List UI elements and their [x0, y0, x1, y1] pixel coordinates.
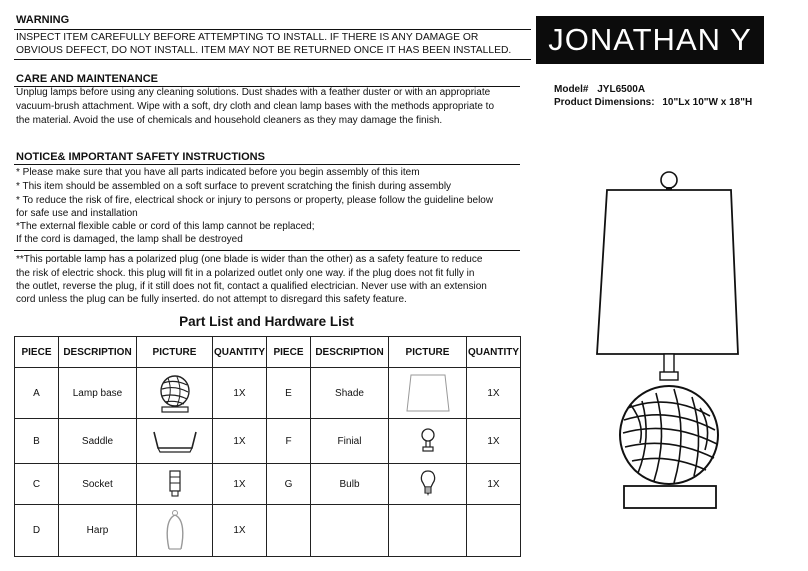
- notice-line-6: If the cord is damaged, the lamp shall be destroyed: [16, 234, 243, 245]
- description-cell: [311, 505, 389, 557]
- lamp-illustration: [570, 168, 766, 518]
- care-line-3: the material. Avoid the use of chemicals and household cleaners as they may damage the finish.: [16, 115, 443, 126]
- plug-line-1: **This portable lamp has a polarized plug (one blade is wider than the other) as a safety feature to reduce: [16, 254, 483, 265]
- model-row: [554, 84, 645, 95]
- picture-cell: [137, 419, 213, 464]
- notice-divider: [14, 250, 520, 251]
- quantity-cell: 1X: [467, 368, 521, 419]
- model-label: Model#: [554, 84, 589, 95]
- finial-icon: [418, 427, 438, 455]
- picture-cell: [137, 505, 213, 557]
- quantity-cell: 1X: [467, 464, 521, 505]
- parts-table: [14, 336, 521, 557]
- table-row: [15, 368, 521, 419]
- piece-cell: A: [15, 368, 59, 419]
- picture-cell: [389, 368, 467, 419]
- description-cell: Lamp base: [59, 368, 137, 419]
- table-row: [15, 464, 521, 505]
- notice-line-3: * To reduce the risk of fire, electrical shock or injury to persons or property, please follow the guideline below: [16, 195, 494, 206]
- quantity-cell: 1X: [213, 464, 267, 505]
- description-cell: Socket: [59, 464, 137, 505]
- header-piece: PIECE: [15, 337, 59, 368]
- description-cell: Saddle: [59, 419, 137, 464]
- description-cell: Shade: [311, 368, 389, 419]
- brand-logo: JONATHAN Y: [536, 16, 764, 64]
- saddle-icon: [150, 426, 200, 456]
- bulb-icon: [418, 469, 438, 499]
- socket-icon: [165, 469, 185, 499]
- picture-cell: [137, 464, 213, 505]
- harp-icon: [160, 509, 190, 553]
- picture-cell: [389, 419, 467, 464]
- notice-heading: NOTICE& IMPORTANT SAFETY INSTRUCTIONS: [16, 151, 265, 163]
- description-cell: Bulb: [311, 464, 389, 505]
- table-row: [15, 505, 521, 557]
- plug-line-3: the outlet, reverse the plug, if it still does not fit, contact a qualified electrician. Never use with an extension: [16, 281, 487, 292]
- dimensions-value: 10"Lx 10"W x 18"H: [662, 97, 753, 108]
- quantity-cell: 1X: [213, 419, 267, 464]
- header-piece-2: PIECE: [267, 337, 311, 368]
- table-header-row: [15, 337, 521, 368]
- quantity-cell: [467, 505, 521, 557]
- quantity-cell: 1X: [213, 505, 267, 557]
- warning-line-1: INSPECT ITEM CAREFULLY BEFORE ATTEMPTING TO INSTALL. IF THERE IS ANY DAMAGE OR: [16, 32, 479, 43]
- parts-title: Part List and Hardware List: [179, 314, 354, 329]
- warning-heading: WARNING: [16, 14, 70, 26]
- model-number: JYL6500A: [597, 84, 646, 95]
- table-row: [15, 419, 521, 464]
- notice-line-4: for safe use and installation: [16, 208, 138, 219]
- header-quantity-2: QUANTITY: [467, 337, 521, 368]
- piece-cell: F: [267, 419, 311, 464]
- care-line-1: Unplug lamps before using any cleaning solutions. Dust shades with a feather duster or with an appropriate: [16, 87, 491, 98]
- warning-bottom-rule: [14, 59, 531, 60]
- quantity-cell: 1X: [467, 419, 521, 464]
- care-line-2: vacuum-brush attachment. Wipe with a soft, dry cloth and clean lamp bases with the methods appropriate to: [16, 101, 495, 112]
- picture-cell: [389, 464, 467, 505]
- description-cell: Harp: [59, 505, 137, 557]
- notice-line-2: * This item should be assembled on a soft surface to prevent scratching the finish during assembly: [16, 181, 452, 192]
- notice-line-5: *The external flexible cable or cord of this lamp cannot be replaced;: [16, 221, 315, 232]
- piece-cell: [267, 505, 311, 557]
- piece-cell: G: [267, 464, 311, 505]
- piece-cell: D: [15, 505, 59, 557]
- header-picture-2: PICTURE: [389, 337, 467, 368]
- header-quantity: QUANTITY: [213, 337, 267, 368]
- warning-line-2: OBVIOUS DEFECT, DO NOT INSTALL. ITEM MAY NOT BE RETURNED ONCE IT HAS BEEN INSTALLED.: [16, 45, 512, 56]
- picture-cell: [137, 368, 213, 419]
- header-picture: PICTURE: [137, 337, 213, 368]
- dimensions-row: [554, 97, 752, 108]
- quantity-cell: 1X: [213, 368, 267, 419]
- shade-icon: [403, 371, 453, 415]
- piece-cell: E: [267, 368, 311, 419]
- lamp-base-icon: [153, 371, 197, 415]
- notice-line-1: * Please make sure that you have all parts indicated before you begin assembly of this item: [16, 167, 420, 178]
- plug-line-4: cord unless the plug can be fully inserted. do not attempt to disregard this safety feature.: [16, 294, 407, 305]
- care-heading: CARE AND MAINTENANCE: [16, 73, 158, 85]
- piece-cell: B: [15, 419, 59, 464]
- header-description-2: DESCRIPTION: [311, 337, 389, 368]
- plug-line-2: the risk of electric shock. this plug will fit in a polarized outlet only one way. if the plug does not fit fully in: [16, 268, 475, 279]
- picture-cell: [389, 505, 467, 557]
- piece-cell: C: [15, 464, 59, 505]
- description-cell: Finial: [311, 419, 389, 464]
- header-description: DESCRIPTION: [59, 337, 137, 368]
- dimensions-label: Product Dimensions:: [554, 97, 655, 108]
